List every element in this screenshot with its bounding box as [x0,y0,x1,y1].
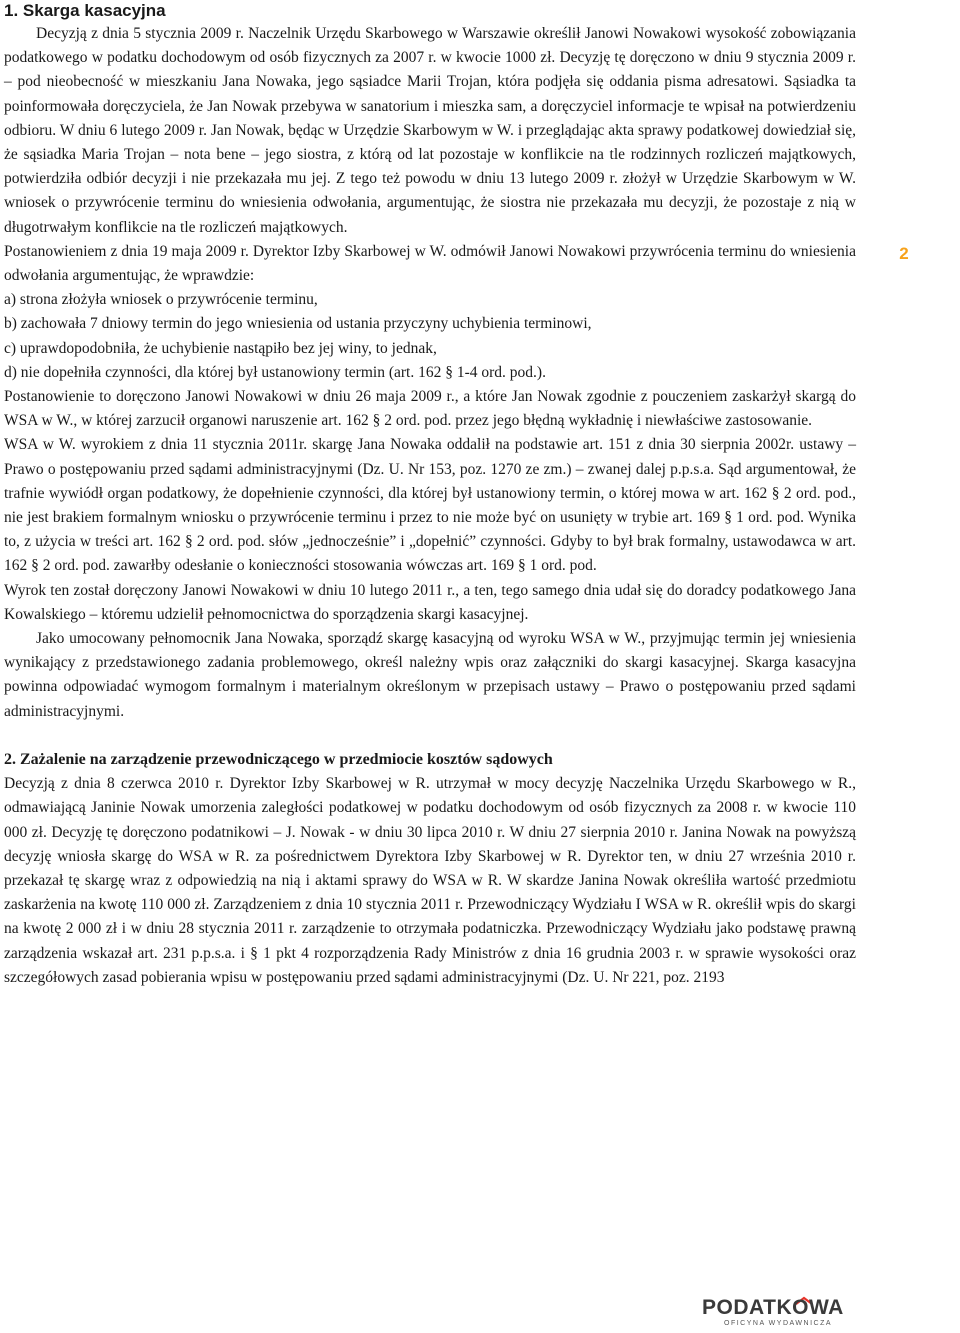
section-1-heading: 1. Skarga kasacyjna [4,1,166,20]
document-body [4,0,856,990]
list-item: d) nie dopełniła czynności, dla której był ustanowiony termin (art. 162 § 1-4 ord. pod.). [4,363,546,381]
list-item: a) strona złożyła wniosek o przywrócenie terminu, [4,291,318,309]
section-2-paragraph-1: Decyzją z dnia 8 czerwca 2010 r. Dyrektor Izby Skarbowej w R. utrzymał w mocy decyzję Naczelnika Urzędu Skarbowego w R., odmawiającą Janinie Nowak umorzenia zaległości podatkowej w podatku dochodowym od osób fizycznych za 2008 r. w kwocie 110 000 zł. Decyzję tę doręczono podatnikowi – J. Nowak - w dniu 30 lipca 2010 r. W dniu 27 sierpnia 2010 r. Janina Nowak na powyższą decyzję wniosła skargę do WSA w R. za pośrednictwem Dyrektora Izby Skarbowej w R. Dyrektor ten, w dniu 27 września 2010 r. przekazał tę skargę wraz z odpowiedzią na nią i aktami sprawy do WSA w R. W skardze Janina Nowak określiła wartość przedmiotu zaskarżenia na kwotę 110 000 zł. Zarządzeniem z dnia 10 stycznia 2011 r. Przewodniczący Wydziału I WSA w R. określił wpis do skargi na kwotę 2 000 zł i w dniu 28 stycznia 2011 r. zarządzenie to otrzymała podatniczka. Przewodniczący Wydziału jako podstawę prawną zarządzenia wskazał art. 231 p.p.s.a. i § 1 pkt 4 rozporządzenia Rady Ministrów z dnia 16 grudnia 2003 r. w sprawie wysokości oraz szczegółowych zasad pobierania wpisu w postępowaniu przed sądami administracyjnymi (Dz. U. Nr 221, poz. 2193 [4,775,856,986]
section-1-paragraph-5: Wyrok ten został doręczony Janowi Nowakowi w dniu 10 lutego 2011 r., a ten, tego samego dnia udał się do doradcy podatkowego Jana Kowalskiego – któremu udzielił pełnomocnictwa do sporządzenia skargi kasacyjnej. [4,581,856,623]
section-1-paragraph-1: Decyzją z dnia 5 stycznia 2009 r. Naczelnik Urzędu Skarbowego w Warszawie określił Janowi Nowakowi wysokość zobowiązania podatkowego w podatku dochodowym od osób fizycznych za 2007 r. w kwocie 1000 zł. Decyzję tę doręczono w dniu 9 stycznia 2009 r. – pod nieobecność w mieszkaniu Jana Nowaka, jego sąsiadce Marii Trojan, która podjęła się oddania pisma adresatowi. Sąsiadka ta poinformowała doręczyciela, że Jan Nowak przebywa w sanatorium i mieszka sam, a doręczyciel informacje te wpisał na potwierdzeniu odbioru. W dniu 6 lutego 2009 r. Jan Nowak, będąc w Urzędzie Skarbowym w W. i przeglądając akta sprawy podatkowej dowiedział się, że sąsiadka Maria Trojan – nota bene – jego siostra, z którą od lat pozostaje w konflikcie na tle rodzinnych rozliczeń majątkowych, potwierdziła odbiór decyzji i nie przekazała mu jej. Z tego też powodu w dniu 13 lutego 2009 r. złożył w Urzędzie Skarbowym w W. wniosek o przywrócenie terminu do wniesienia odwołania, argumentując, że siostra nie przekazała mu decyzji, że pozostaje z nią w długotrwałym konflikcie na tle rozliczeń majątkowych. [4,25,856,236]
section-1-paragraph-6: Jako umocowany pełnomocnik Jana Nowaka, sporządź skargę kasacyjną od wyroku WSA w W., przyjmując termin jej wniesienia wynikający z przedstawionego zadania problemowego, określ należny wpis oraz załączniki do skargi kasacyjnej. Skarga kasacyjna powinna odpowiadać wymogom formalnym i materialnym określonym w przepisach ustawy – Prawo o postępowaniu przed sądami administracyjnymi. [4,630,856,720]
list-item: b) zachowała 7 dniowy termin do jego wniesienia od ustania przyczyny uchybienia terminowi, [4,315,592,333]
section-1-paragraph-4: WSA w W. wyrokiem z dnia 11 stycznia 2011r. skargę Jana Nowaka oddalił na podstawie art. 151 z dnia 30 sierpnia 2002r. ustawy – Prawo o postępowaniu przed sądami administracyjnymi (Dz. U. Nr 153, poz. 1270 ze zm.) – zwanej dalej p.p.s.a. Sąd argumentował, że trafnie wywiódł organ podatkowy, że dopełnienie czynności, dla której był ustanowiony termin, o której mowa w art. 162 § 2 ord. pod., nie jest brakiem formalnym wniosku o przywrócenie terminu i przez to nie może być on usunięty w trybie art. 169 § 1 ord. pod. Wynika to, z użycia w treści art. 162 § 2 ord. pod. słów „jednocześnie” i „dopełnić” czynności. Gdyby to był brak formalny, ustawodawca w art. 162 § 2 ord. pod. zawarłby odesłanie o konieczności stosowania wówczas art. 169 § 1 ord. pod. [4,436,856,575]
logo-title: PODATKOWA [702,1296,844,1319]
logo-subtitle: OFICYNA WYDAWNICZA [724,1320,833,1327]
page-number: 2 [899,244,909,263]
publisher-logo [700,1296,858,1330]
list-item: c) uprawdopodobniła, że uchybienie nastąpiło bez jej winy, to jednak, [4,339,437,357]
section-1-paragraph-2: Postanowieniem z dnia 19 maja 2009 r. Dyrektor Izby Skarbowej w W. odmówił Janowi Nowakowi przywrócenia terminu do wniesienia odwołania argumentując, że wprawdzie: [4,242,856,285]
section-2-heading: 2. Zażalenie na zarządzenie przewodniczącego w przedmiocie kosztów sądowych [4,750,553,768]
section-spacer [4,724,856,748]
section-1-paragraph-3: Postanowienie to doręczono Janowi Nowakowi w dniu 26 maja 2009 r., a które Jan Nowak zgodnie z pouczeniem zaskarżył skargą do WSA w W., w której zarzucił organowi naruszenie art. 162 § 2 ord. pod. przez jego błędną wykładnię i niewłaściwe zastosowanie. [4,388,856,430]
